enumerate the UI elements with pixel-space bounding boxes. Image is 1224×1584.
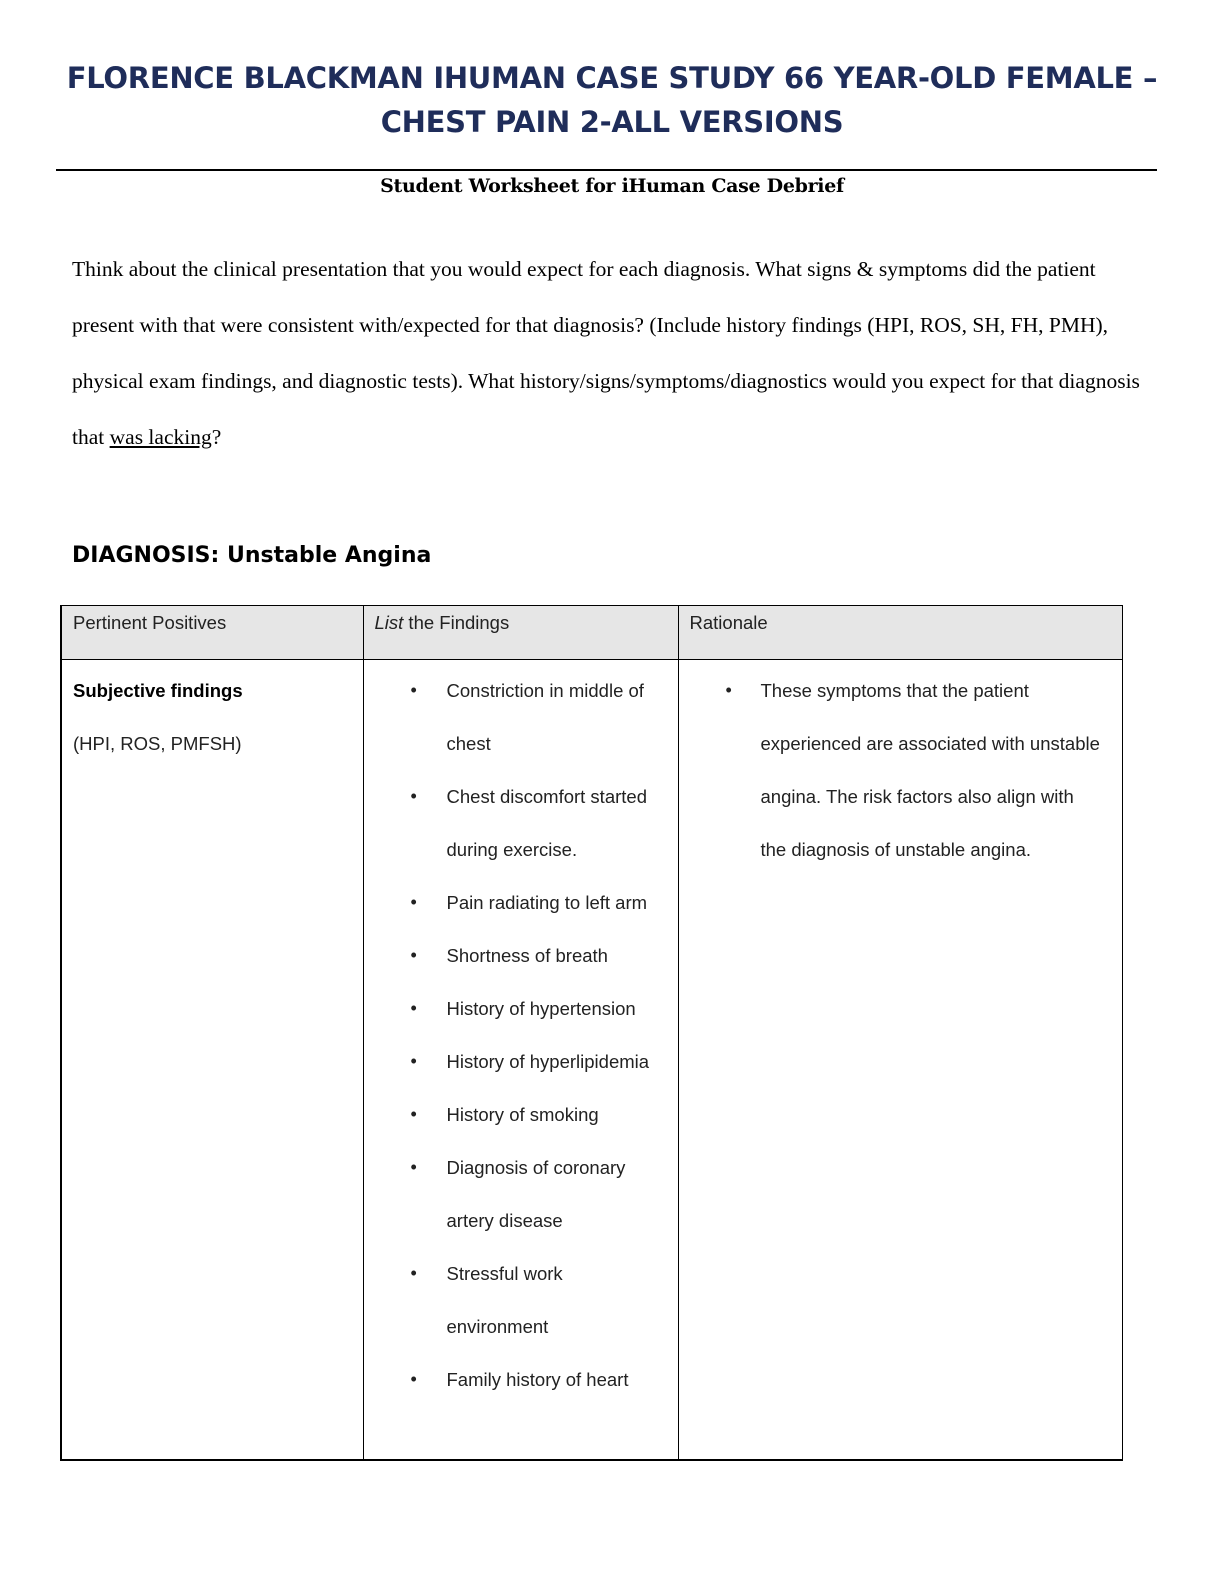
- document-title: FLORENCE BLACKMAN IHUMAN CASE STUDY 66 YEAR-OLD FEMALE – CHEST PAIN 2-ALL VERSIONS: [66, 61, 1158, 139]
- category-title: Subjective findings: [73, 680, 243, 701]
- list-item: • Diagnosis of coronary artery disease: [364, 1141, 678, 1247]
- instructions-text: Think about the clinical presentation that you would expect for each diagnosis. What signs & symptoms did the patient present with that were consistent with/expected for that diagnosis? (Include history findings (HPI, ROS, SH, FH, PMH), physical exam findings, and diagnostic tests). What history/signs/symptoms/diagnostics would you expect for that diagnosis that: [72, 257, 1140, 449]
- rationale-list: [679, 664, 1122, 876]
- category-subtitle: (HPI, ROS, PMFSH): [73, 733, 242, 754]
- worksheet-subtitle: Student Worksheet for iHuman Case Debrief: [380, 175, 844, 197]
- diagnosis-heading: [72, 539, 431, 573]
- diagnosis-label: DIAGNOSIS:: [72, 543, 220, 568]
- list-item: • History of smoking: [364, 1088, 678, 1141]
- title-divider: [56, 169, 1157, 171]
- category-cell: [61, 660, 363, 1461]
- findings-list: [364, 664, 678, 1406]
- list-item: • Constriction in middle of chest: [364, 664, 678, 770]
- header-list-findings: [363, 606, 678, 660]
- list-item: • History of hypertension: [364, 982, 678, 1035]
- diagnosis-name: Unstable Angina: [227, 543, 432, 568]
- findings-cell: [363, 660, 678, 1461]
- list-item: • Family history of heart: [364, 1353, 678, 1406]
- list-item: • These symptoms that the patient experienced are associated with unstable angina. The risk factors also align with the diagnosis of unstable angina.: [679, 664, 1122, 876]
- header-findings-rest: the Findings: [403, 612, 510, 633]
- list-item: • Chest discomfort started during exercise.: [364, 770, 678, 876]
- header-list-italic: List: [374, 612, 404, 633]
- instructions-underlined: was lacking: [109, 425, 212, 449]
- instructions-end: ?: [211, 425, 222, 449]
- header-pertinent-positives: Pertinent Positives: [61, 606, 363, 660]
- list-item: • Shortness of breath: [364, 929, 678, 982]
- list-item: • Stressful work environment: [364, 1247, 678, 1353]
- list-item: • History of hyperlipidemia: [364, 1035, 678, 1088]
- table-header-row: [61, 606, 1122, 660]
- header-rationale: Rationale: [678, 606, 1122, 660]
- table-row: [61, 660, 1122, 1461]
- rationale-cell: [678, 660, 1122, 1461]
- instructions-paragraph: [72, 241, 1162, 465]
- list-item: • Pain radiating to left arm: [364, 876, 678, 929]
- findings-table: [60, 605, 1123, 1461]
